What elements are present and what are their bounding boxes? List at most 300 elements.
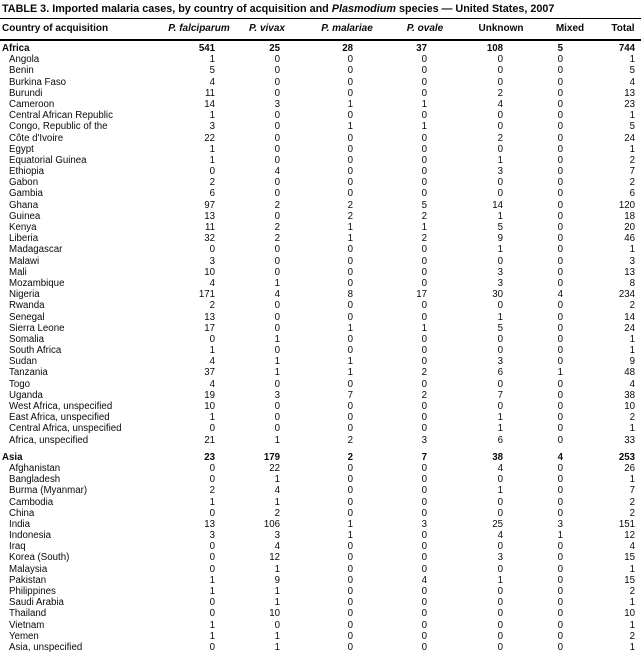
value-cell: 0 (557, 356, 563, 368)
value-cell: 0 (209, 563, 215, 575)
value-cell: 32 (204, 233, 215, 245)
value-cell: 0 (497, 630, 503, 642)
value-cell: 0 (497, 255, 503, 267)
value-cell: 0 (209, 462, 215, 474)
value-cell: 0 (347, 154, 353, 166)
value-cell: 0 (421, 619, 427, 631)
value-cell: 5 (497, 222, 503, 233)
value-cell: 0 (557, 222, 563, 233)
value-cell: 0 (557, 244, 563, 256)
value-cell: 1 (347, 121, 353, 133)
value-cell: 171 (198, 289, 215, 301)
value-cell: 0 (347, 244, 353, 256)
value-cell: 1 (497, 210, 503, 222)
table-title-italic-species: Plasmodium (331, 3, 396, 15)
table-row (0, 564, 641, 575)
value-cell: 4 (497, 530, 503, 542)
value-cell: 0 (347, 188, 353, 200)
country-label: Guinea (9, 210, 41, 222)
country-label: Nigeria (9, 289, 40, 301)
value-cell: 2 (274, 199, 280, 211)
value-cell: 10 (624, 608, 635, 620)
table-row (0, 244, 641, 255)
value-cell: 3 (274, 389, 280, 401)
section-label: Asia (2, 451, 23, 463)
value-cell: 5 (421, 199, 427, 211)
value-cell: 4 (629, 76, 635, 88)
value-cell: 1 (274, 367, 280, 379)
value-cell: 2 (629, 177, 635, 189)
country-label: Central African Republic (9, 110, 113, 122)
value-cell: 0 (557, 619, 563, 631)
table-row (0, 256, 641, 267)
value-cell: 0 (497, 474, 503, 486)
value-cell: 1 (347, 367, 353, 379)
value-cell: 0 (557, 87, 563, 99)
value-cell: 12 (269, 552, 280, 564)
value-cell: 4 (274, 485, 280, 497)
value-cell: 10 (204, 266, 215, 278)
value-cell: 1 (629, 597, 635, 609)
value-cell: 1 (629, 619, 635, 631)
value-cell: 0 (421, 345, 427, 357)
table-row (0, 278, 641, 289)
value-cell: 151 (618, 518, 635, 530)
value-cell: 0 (421, 423, 427, 435)
value-cell: 0 (347, 586, 353, 597)
country-label: Pakistan (9, 574, 47, 586)
country-label: Gambia (9, 188, 43, 200)
country-label: Equatorial Guinea (9, 154, 87, 166)
value-cell: 6 (629, 188, 635, 200)
table-row (0, 188, 641, 199)
value-cell: 0 (421, 597, 427, 609)
value-cell: 0 (274, 76, 280, 88)
value-cell: 0 (421, 132, 427, 144)
value-cell: 13 (624, 87, 635, 99)
value-cell: 33 (624, 434, 635, 446)
value-cell: 1 (629, 143, 635, 155)
value-cell: 0 (209, 597, 215, 609)
value-cell: 2 (497, 87, 503, 99)
value-cell: 8 (629, 277, 635, 289)
value-cell: 0 (347, 563, 353, 575)
value-cell: 0 (421, 154, 427, 166)
value-cell: 0 (274, 311, 280, 323)
value-cell: 0 (497, 54, 503, 66)
value-cell: 0 (557, 322, 563, 334)
value-cell: 0 (557, 541, 563, 553)
country-label: Madagascar (9, 244, 63, 256)
value-cell: 0 (347, 597, 353, 609)
value-cell: 108 (486, 43, 503, 54)
value-cell: 0 (274, 65, 280, 77)
value-cell: 1 (421, 222, 427, 233)
value-cell: 0 (421, 563, 427, 575)
value-cell: 0 (347, 541, 353, 553)
value-cell: 0 (209, 423, 215, 435)
value-cell: 2 (421, 210, 427, 222)
value-cell: 24 (624, 132, 635, 144)
value-cell: 0 (421, 76, 427, 88)
value-cell: 0 (347, 630, 353, 642)
value-cell: 7 (497, 389, 503, 401)
value-cell: 0 (209, 641, 215, 653)
value-cell: 26 (624, 462, 635, 474)
value-cell: 0 (347, 496, 353, 508)
value-cell: 1 (497, 574, 503, 586)
value-cell: 3 (497, 166, 503, 178)
country-label: India (9, 518, 31, 530)
table-row (0, 608, 641, 619)
value-cell: 1 (274, 641, 280, 653)
value-cell: 0 (274, 619, 280, 631)
value-cell: 5 (497, 322, 503, 334)
country-label: Korea (South) (9, 552, 70, 564)
value-cell: 4 (274, 289, 280, 301)
table-title (0, 0, 641, 19)
value-cell: 4 (557, 289, 563, 301)
value-cell: 0 (557, 474, 563, 486)
value-cell: 0 (421, 412, 427, 424)
value-cell: 4 (274, 541, 280, 553)
table-row (0, 54, 641, 65)
value-cell: 0 (421, 166, 427, 178)
table-row (0, 435, 641, 446)
country-label: Malaysia (9, 563, 48, 575)
table-row (0, 642, 641, 653)
value-cell: 0 (274, 378, 280, 390)
value-cell: 0 (557, 210, 563, 222)
value-cell: 0 (421, 244, 427, 256)
value-cell: 1 (497, 154, 503, 166)
value-cell: 0 (557, 300, 563, 312)
value-cell: 0 (347, 378, 353, 390)
table-row (0, 323, 641, 334)
value-cell: 0 (347, 333, 353, 345)
value-cell: 0 (274, 132, 280, 144)
value-cell: 1 (274, 356, 280, 368)
value-cell: 1 (274, 496, 280, 508)
value-cell: 0 (421, 496, 427, 508)
value-cell: 2 (209, 300, 215, 312)
value-cell: 0 (274, 423, 280, 435)
value-cell: 1 (347, 518, 353, 530)
value-cell: 13 (204, 518, 215, 530)
value-cell: 1 (421, 98, 427, 110)
value-cell: 2 (629, 412, 635, 424)
country-label: Asia, unspecified (9, 641, 83, 653)
value-cell: 0 (557, 266, 563, 278)
value-cell: 0 (421, 356, 427, 368)
value-cell: 1 (629, 110, 635, 122)
value-cell: 1 (347, 222, 353, 233)
value-cell: 7 (629, 485, 635, 497)
value-cell: 3 (497, 356, 503, 368)
value-cell: 0 (421, 143, 427, 155)
value-cell: 0 (557, 412, 563, 424)
value-cell: 14 (492, 199, 503, 211)
table-row (0, 88, 641, 99)
value-cell: 0 (421, 485, 427, 497)
value-cell: 0 (421, 300, 427, 312)
value-cell: 1 (274, 333, 280, 345)
value-cell: 0 (557, 597, 563, 609)
table-row (0, 474, 641, 485)
value-cell: 0 (274, 412, 280, 424)
value-cell: 2 (421, 367, 427, 379)
value-cell: 1 (497, 412, 503, 424)
value-cell: 10 (204, 401, 215, 412)
value-cell: 10 (269, 608, 280, 620)
value-cell: 0 (557, 434, 563, 446)
country-label: Sierra Leone (9, 322, 65, 334)
value-cell: 0 (347, 423, 353, 435)
value-cell: 0 (557, 345, 563, 357)
value-cell: 0 (497, 541, 503, 553)
table-row (0, 233, 641, 244)
value-cell: 1 (497, 244, 503, 256)
column-header-unknown: Unknown (478, 23, 524, 34)
value-cell: 28 (342, 43, 353, 54)
table-row (0, 65, 641, 76)
table-row (0, 401, 641, 412)
table-row (0, 177, 641, 188)
value-cell: 1 (274, 563, 280, 575)
value-cell: 3 (629, 255, 635, 267)
value-cell: 1 (497, 423, 503, 435)
column-header-p-ovale: P. ovale (406, 23, 444, 34)
value-cell: 0 (497, 608, 503, 620)
value-cell: 2 (347, 451, 353, 463)
value-cell: 0 (421, 641, 427, 653)
value-cell: 3 (557, 518, 563, 530)
value-cell: 0 (274, 143, 280, 155)
table-row (0, 463, 641, 474)
value-cell: 37 (204, 367, 215, 379)
value-cell: 22 (269, 462, 280, 474)
table-body (0, 41, 641, 653)
value-cell: 4 (209, 277, 215, 289)
value-cell: 2 (347, 210, 353, 222)
country-label: Congo, Republic of the (9, 121, 108, 133)
value-cell: 18 (624, 210, 635, 222)
value-cell: 15 (624, 552, 635, 564)
value-cell: 4 (209, 356, 215, 368)
country-label: Philippines (9, 586, 56, 597)
table-row (0, 367, 641, 378)
value-cell: 0 (347, 110, 353, 122)
table-row (0, 300, 641, 311)
value-cell: 13 (204, 210, 215, 222)
value-cell: 0 (497, 76, 503, 88)
value-cell: 0 (347, 177, 353, 189)
country-label: Ethiopia (9, 166, 45, 178)
table-row (0, 631, 641, 642)
value-cell: 1 (209, 412, 215, 424)
value-cell: 6 (209, 188, 215, 200)
value-cell: 1 (629, 563, 635, 575)
country-label: Sudan (9, 356, 38, 368)
value-cell: 0 (421, 255, 427, 267)
value-cell: 0 (557, 277, 563, 289)
section-label: Africa (2, 43, 30, 54)
value-cell: 0 (497, 65, 503, 77)
value-cell: 37 (416, 43, 427, 54)
value-cell: 4 (629, 378, 635, 390)
value-cell: 0 (421, 552, 427, 564)
value-cell: 0 (274, 87, 280, 99)
value-cell: 0 (497, 333, 503, 345)
value-cell: 0 (497, 496, 503, 508)
table-row (0, 334, 641, 345)
value-cell: 0 (421, 277, 427, 289)
value-cell: 0 (347, 132, 353, 144)
value-cell: 0 (557, 311, 563, 323)
value-cell: 0 (347, 87, 353, 99)
value-cell: 0 (274, 244, 280, 256)
value-cell: 1 (209, 496, 215, 508)
table-row (0, 110, 641, 121)
country-label: Thailand (9, 608, 47, 620)
value-cell: 0 (557, 630, 563, 642)
value-cell: 2 (629, 300, 635, 312)
value-cell: 0 (557, 121, 563, 133)
country-label: Benin (9, 65, 34, 77)
value-cell: 6 (497, 434, 503, 446)
value-cell: 14 (624, 311, 635, 323)
value-cell: 15 (624, 574, 635, 586)
value-cell: 0 (497, 345, 503, 357)
value-cell: 1 (347, 233, 353, 245)
value-cell: 19 (204, 389, 215, 401)
value-cell: 0 (557, 389, 563, 401)
country-label: Burkina Faso (9, 76, 67, 88)
value-cell: 0 (421, 177, 427, 189)
value-cell: 2 (209, 177, 215, 189)
value-cell: 24 (624, 322, 635, 334)
value-cell: 0 (347, 266, 353, 278)
value-cell: 2 (209, 485, 215, 497)
value-cell: 0 (557, 423, 563, 435)
value-cell: 0 (557, 98, 563, 110)
value-cell: 0 (497, 300, 503, 312)
value-cell: 0 (557, 378, 563, 390)
value-cell: 1 (209, 110, 215, 122)
value-cell: 7 (421, 451, 427, 463)
value-cell: 2 (629, 630, 635, 642)
value-cell: 0 (209, 166, 215, 178)
value-cell: 0 (347, 608, 353, 620)
value-cell: 0 (557, 586, 563, 597)
value-cell: 0 (421, 401, 427, 412)
country-label: Bangladesh (9, 474, 61, 486)
value-cell: 253 (618, 451, 635, 463)
value-cell: 2 (347, 434, 353, 446)
table-row (0, 289, 641, 300)
value-cell: 0 (557, 507, 563, 519)
value-cell: 0 (421, 462, 427, 474)
value-cell: 0 (421, 87, 427, 99)
table-row (0, 77, 641, 88)
value-cell: 0 (557, 110, 563, 122)
table-row (0, 379, 641, 390)
country-label: Uganda (9, 389, 43, 401)
table-row (0, 390, 641, 401)
value-cell: 3 (274, 98, 280, 110)
value-cell: 0 (347, 641, 353, 653)
table-row (0, 497, 641, 508)
table-row (0, 166, 641, 177)
value-cell: 0 (557, 608, 563, 620)
value-cell: 1 (629, 345, 635, 357)
value-cell: 0 (274, 401, 280, 412)
value-cell: 3 (497, 266, 503, 278)
table-row (0, 222, 641, 233)
value-cell: 1 (209, 586, 215, 597)
value-cell: 1 (421, 121, 427, 133)
country-label: Indonesia (9, 530, 52, 542)
value-cell: 0 (557, 166, 563, 178)
value-cell: 0 (421, 630, 427, 642)
value-cell: 0 (557, 485, 563, 497)
value-cell: 0 (421, 541, 427, 553)
value-cell: 0 (209, 552, 215, 564)
value-cell: 4 (209, 378, 215, 390)
value-cell: 4 (557, 451, 563, 463)
value-cell: 22 (204, 132, 215, 144)
value-cell: 11 (204, 87, 215, 99)
value-cell: 0 (421, 54, 427, 66)
value-cell: 0 (557, 65, 563, 77)
value-cell: 0 (347, 574, 353, 586)
country-label: South Africa (9, 345, 62, 357)
value-cell: 0 (557, 552, 563, 564)
table-row (0, 356, 641, 367)
value-cell: 0 (497, 563, 503, 575)
value-cell: 1 (274, 630, 280, 642)
value-cell: 0 (421, 311, 427, 323)
value-cell: 1 (629, 423, 635, 435)
table-row (0, 155, 641, 166)
value-cell: 0 (557, 76, 563, 88)
value-cell: 0 (557, 143, 563, 155)
value-cell: 17 (204, 322, 215, 334)
value-cell: 0 (347, 166, 353, 178)
value-cell: 1 (274, 586, 280, 597)
value-cell: 0 (347, 345, 353, 357)
country-label: Rwanda (9, 300, 45, 312)
value-cell: 0 (421, 378, 427, 390)
value-cell: 0 (347, 412, 353, 424)
value-cell: 14 (204, 98, 215, 110)
country-label: East Africa, unspecified (9, 412, 110, 424)
value-cell: 1 (209, 619, 215, 631)
value-cell: 0 (421, 608, 427, 620)
value-cell: 0 (347, 552, 353, 564)
country-label: Gabon (9, 177, 39, 189)
value-cell: 4 (629, 541, 635, 553)
table-row (0, 121, 641, 132)
value-cell: 106 (263, 518, 280, 530)
country-label: Malawi (9, 255, 40, 267)
value-cell: 120 (618, 199, 635, 211)
value-cell: 0 (347, 462, 353, 474)
table-row (0, 485, 641, 496)
value-cell: 1 (209, 345, 215, 357)
table-row (0, 99, 641, 110)
value-cell: 0 (274, 121, 280, 133)
